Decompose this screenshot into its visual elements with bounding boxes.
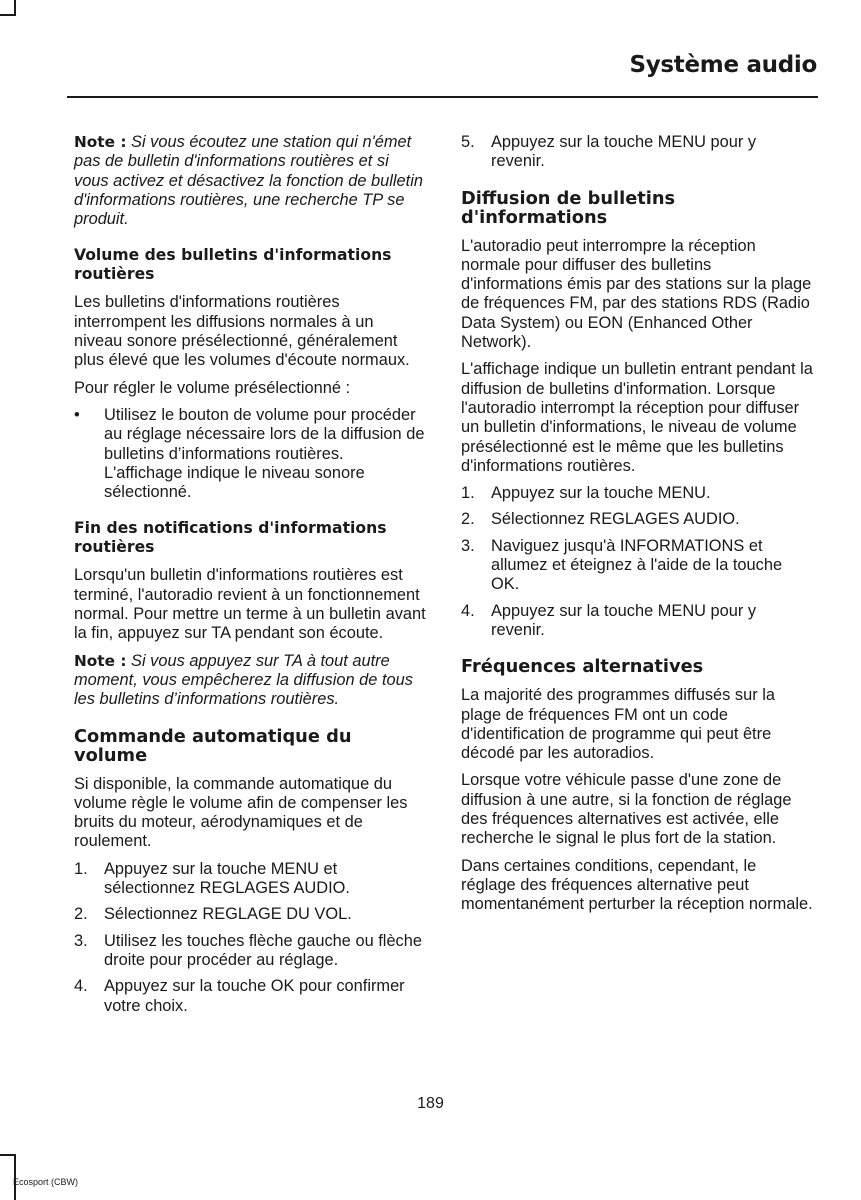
step-number: 2.: [461, 510, 475, 529]
frequencies-paragraph-3: Dans certaines conditions, cependant, le réglage des fréquences alternative peut momentanément perturber la réception normale.: [461, 856, 813, 914]
auto-volume-steps: [74, 860, 426, 1016]
list-item: [461, 484, 813, 503]
list-item: [461, 602, 813, 641]
volume-paragraph-1: Les bulletins d'informations routières interrompent les diffusions normales à un niveau sonore présélectionné, généralement plus élevé que les volumes d'écoute normaux.: [74, 293, 410, 370]
step-text: Appuyez sur la touche MENU et sélectionnez REGLAGES AUDIO.: [104, 859, 350, 898]
footer-model: Ecosport (CBW): [13, 1177, 79, 1187]
step-text: Appuyez sur la touche MENU pour y revenir.: [491, 601, 757, 639]
news-paragraph-1: L'autoradio peut interrompre la réception normale pour diffuser des bulletins d'informations émis par des stations sur la plage de fréquences FM, par des stations RDS (Radio Data System) ou EON (Enhanced Other Network).: [461, 236, 812, 352]
volume-paragraph-2: Pour régler le volume présélectionné :: [74, 378, 351, 397]
step-number: 1.: [74, 859, 88, 878]
step-number: 4.: [74, 977, 88, 996]
step-number: 4.: [461, 601, 475, 620]
step-number: 1.: [461, 484, 475, 503]
header-rule: [67, 96, 818, 98]
step-number: 5.: [461, 133, 475, 151]
step-text: Appuyez sur la touche MENU pour y revenir.: [491, 133, 757, 171]
auto-volume-heading: Commande automatique du volume: [74, 725, 352, 766]
step-number: 3.: [74, 931, 88, 950]
left-column: [74, 133, 426, 1024]
alternative-frequencies-heading: Fréquences alternatives: [461, 656, 704, 678]
note-2-label: Note :: [74, 651, 127, 670]
frequencies-paragraph-1: La majorité des programmes diffusés sur la plage de fréquences FM ont un code d'identification de programme qui peut être décodé par les autoradios.: [461, 686, 775, 763]
volume-heading: Volume des bulletins d'informations routières: [74, 246, 392, 283]
volume-bullets: [74, 406, 426, 502]
crop-mark-top-left-h: [0, 14, 16, 16]
news-steps: [461, 484, 813, 640]
crop-mark-bottom-left-h: [0, 1154, 16, 1156]
list-item: [74, 860, 426, 899]
step-number: 2.: [74, 905, 88, 924]
list-item: [74, 406, 426, 502]
right-column: [461, 133, 813, 923]
bullet-marker: •: [74, 405, 80, 424]
list-item: [74, 932, 426, 971]
note-1: [74, 133, 426, 229]
frequencies-paragraph-2: Lorsque votre véhicule passe d'une zone de diffusion à une autre, si la fonction de réglage des fréquences alternatives est activée, elle recherche le signal le plus fort de la station.: [461, 771, 792, 848]
list-item: [74, 905, 426, 924]
step-text: Sélectionnez REGLAGE DU VOL.: [104, 905, 352, 924]
note-2: [74, 652, 426, 710]
step-text: Utilisez les touches flèche gauche ou flèche droite pour procéder au réglage.: [104, 931, 422, 969]
list-item: [461, 133, 813, 172]
bullet-text: Utilisez le bouton de volume pour procéder au réglage nécessaire lors de la diffusion de bulletins d’informations routières. L'affichage indique le niveau sonore sélectionné.: [104, 405, 425, 502]
list-item: [74, 977, 426, 1016]
list-item: [461, 537, 813, 595]
note-1-label: Note :: [74, 133, 127, 151]
step-text: Naviguez jusqu'à INFORMATIONS et allumez et éteignez à l'aide de la touche OK.: [491, 536, 783, 594]
continued-steps: [461, 133, 813, 172]
step-number: 3.: [461, 536, 475, 555]
note-2-text: Si vous appuyez sur TA à tout autre moment, vous empêcherez la diffusion de tous les bulletins d’informations routières.: [74, 651, 413, 709]
step-text: Appuyez sur la touche OK pour confirmer votre choix.: [104, 977, 405, 1015]
news-broadcast-heading: Diffusion de bulletins d'informations: [461, 187, 676, 228]
auto-volume-paragraph: Si disponible, la commande automatique du volume règle le volume afin de compenser les bruits du moteur, aérodynamiques et de roulement.: [74, 774, 408, 851]
crop-mark-top-left: [14, 0, 16, 14]
note-1-text: Si vous écoutez une station qui n'émet pas de bulletin d'informations routières et si vous activez et désactivez la fonction de bulletin d'informations routières, une recherche TP se produit.: [74, 133, 423, 229]
end-notification-paragraph: Lorsqu'un bulletin d'informations routières est terminé, l'autoradio revient à un fonctionnement normal. Pour mettre un terme à un bulletin avant la fin, appuyez sur TA pendant son écoute.: [74, 566, 426, 643]
end-notification-heading: Fin des notifications d'informations routières: [74, 519, 387, 556]
step-text: Appuyez sur la touche MENU.: [491, 484, 711, 503]
news-paragraph-2: L'affichage indique un bulletin entrant pendant la diffusion de bulletins d'information. Lorsque l'autoradio interrompt la réception pour diffuser un bulletin d'informations, le niveau de volume présélectionné est le même que les bulletins d'informations routières.: [461, 360, 813, 475]
page-title: Système audio: [629, 52, 817, 78]
list-item: [461, 510, 813, 529]
page-number: 189: [417, 1095, 444, 1112]
step-text: Sélectionnez REGLAGES AUDIO.: [491, 510, 740, 529]
